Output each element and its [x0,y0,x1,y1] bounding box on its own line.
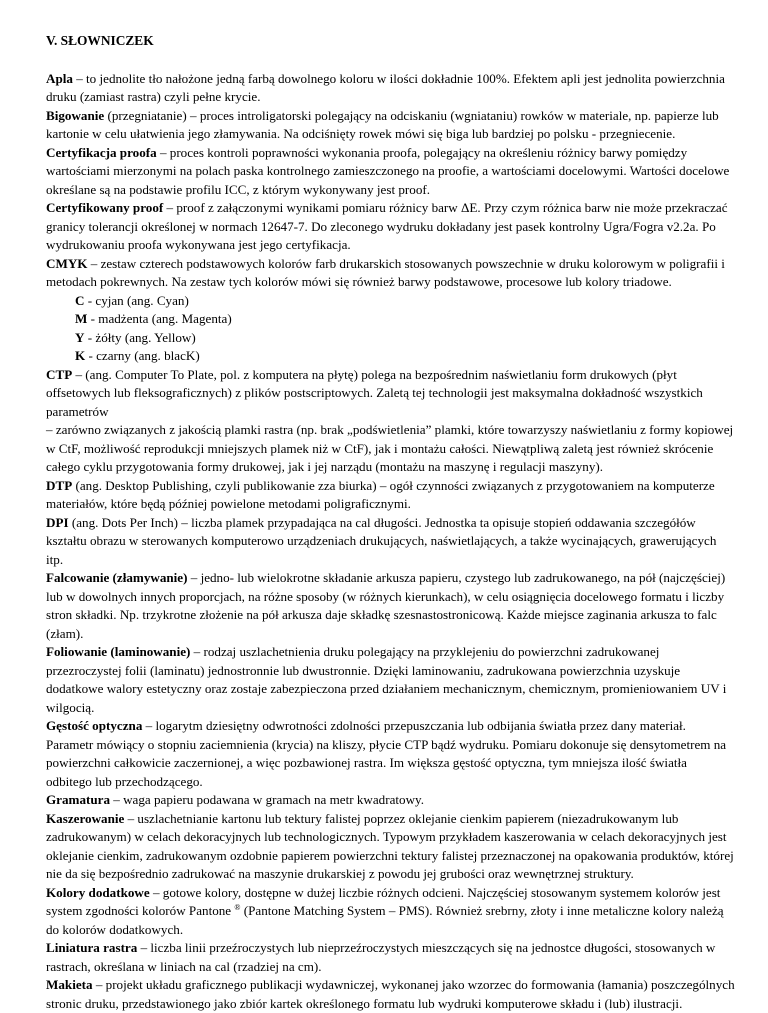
cmyk-item: M - madżenta (ang. Magenta) [75,311,232,326]
section-title: V. SŁOWNICZEK [46,33,154,48]
definition: liczba linii przeźroczystych lub nieprzeźroczystych mieszczących się na jednostce długości, stosowanych w rastrach, określana w liniach na cal (rzadziej na cm). [46,940,716,974]
term: Bigowanie [46,107,105,123]
term: Liniatura rastra [46,940,138,955]
entry-gestosc: Gęstość optyczna – logarytm dziesiętny odwrotności zdolności przepuszczania lub odbijania światła przez dany materiał. Parametr mówiący o stopniu zaciemnienia (krycia) na kliszy, płycie CTP bądź wydruku. Pomiaru dokonuje się densytometrem na powierzchni całkowicie zaczernionej, a więc pozbawionej rastra. Im większa gęstość optyczna, tym mniejsza ilość światła odbitego lub przechodzącego. [46,718,727,789]
definition: proces kontroli poprawności wykonania proofa, polegający na określeniu różnicy barwy pomiędzy wartościami mierzonymi na polach paska kontrolnego zamieszczonego na proofie, a wartościami docelowymi. Wartości docelowe określane są na podstawie profilu ICC, z którym wykonywany jest proof. [46,144,730,197]
entry-makieta: Makieta – projekt układu graficznego publikacji wydawniczej, wykonanej jako wzorzec do formowania (łamania) poszczególnych stronic druku, przedstawionego jako zbiór kartek określonego formatu lub wydruki komputerowe składu i (lub) ilustracji. [46,977,735,1011]
entry-ctp-cont: w CtF, możliwość reprodukcji mniejszych plamek niż w CtF), jak i montażu całości. Niewątpliwą zaletą jest również skrócenie całego cyklu przygotowania formy drukowej, jak i jej narządu (montażu na maszynę i regulacji maszyny). [46,440,714,474]
cmyk-item: Y - żółty (ang. Yellow) [75,329,196,345]
definition: (ang. Desktop Publishing, czyli publikowanie zza biurka) – ogół czynności związanych z przygotowaniem na komputerze materiałów, które będą później powielone metodami poligraficznymi. [46,477,715,511]
entry-ctp-cont: – zarówno związanych z jakością plamki rastra (np. brak „podświetlenia” plamki, które towarzyszy naświetlaniu z formy kopiowej [46,422,734,437]
term: Kaszerowanie [46,810,125,826]
term: Certyfikacja proofa [46,144,157,160]
definition: (ang. Computer To Plate, pol. z komputera na płytę) polega na bezpośrednim naświetlaniu form drukowych (płyt offsetowych lub fleksograficznych) z plików postscriptowych. Zaletą tej technologii jest maksymalna dokładność wszystkich parametrów [46,366,703,419]
entry-ctp: CTP – (ang. Computer To Plate, pol. z komputera na płytę) polega na bezpośrednim naświetlaniu form drukowych (płyt offsetowych lub fleksograficznych) z plików postscriptowych. Zaletą tej technologii jest maksymalna dokładność wszystkich parametrów [46,366,703,419]
entry-liniatura: Liniatura rastra – liczba linii przeźroczystych lub nieprzeźroczystych mieszczących się na jednostce długości, stosowanych w rastrach, określana w liniach na cal (rzadziej na cm). [46,940,716,974]
definition: jedno- lub wielokrotne składanie arkusza papieru, czystego lub zadrukowanego, na pół (najczęściej) lub w dowolnych innych proporcjach, na różne sposoby (w różnych kierunkach), w celu osiągnięcia docelowego formatu i liczby stron składki. Np. trzykrotne złożenie na pół arkusza daje składkę szesnastostronicową. Każde miejsce zaginania arkusza to falc (złam). [46,570,726,641]
registered-mark: ® [234,903,241,912]
term: Gramatura [46,792,110,807]
definition: uszlachetnianie kartonu lub tektury falistej poprzez oklejanie cienkim papierem (niezadrukowanym lub zadrukowanym) w celach dekoracyjnych lub technologicznych. Typowym przykładem kaszerowania w celach dekoracyjnych jest oklejanie cienkim, zadrukowanym ozdobnie papierem powierzchni tektury falistej przeznaczonej na opakowania produktów, której nie da się bezpośrednio zadrukować na maszynie drukarskiej z powodu jej grubości oraz wewnętrznej struktury. [46,810,734,881]
entry-kaszerowanie: Kaszerowanie – uszlachetnianie kartonu lub tektury falistej poprzez oklejanie cienkim papierem (niezadrukowanym lub zadrukowanym) w celach dekoracyjnych lub technologicznych. Typowym przykładem kaszerowania w celach dekoracyjnych jest oklejanie cienkim, zadrukowanym ozdobnie papierem powierzchni tektury falistej przeznaczonej na opakowania produktów, której nie da się bezpośrednio zadrukować na maszynie drukarskiej z powodu jej grubości oraz wewnętrznej struktury. [46,810,734,881]
entry-certyfikacja: Certyfikacja proofa – proces kontroli poprawności wykonania proofa, polegający na określeniu różnicy barwy pomiędzy wartościami mierzonymi na polach paska kontrolnego zamieszczonego na proofie, a wartościami docelowymi. Wartości docelowe określane są na podstawie profilu ICC, z którym wykonywany jest proof. [46,144,730,197]
definition: gotowe kolory, dostępne w dużej liczbie różnych odcieni. Najczęściej stosowanym systemem kolorów jest system zgodności kolorów Pantone [46,884,721,918]
definition: projekt układu graficznego publikacji wydawniczej, wykonanej jako wzorzec do formowania (łamania) poszczególnych stronic druku, przedstawionego jako zbiór kartek określonego formatu lub wydruki komputerowe składu i (lub) ilustracji. [46,977,735,1011]
definition: (ang. Dots Per Inch) – liczba plamek przypadająca na cal długości. Jednostka ta opisuje stopień oddawania szczegółów kształtu obrazu w sterowanych komputerowo urządzeniach drukujących, naświetlających, a także wycinających, grawerujących itp. [46,514,717,567]
definition: logarytm dziesiętny odwrotności zdolności przepuszczania lub odbijania światła przez dany materiał. Parametr mówiący o stopniu zaciemnienia (krycia) na kliszy, płycie CTP bądź wydruku. Pomiaru dokonuje się densytometrem na powierzchni całkowicie zaczernionej, a więc pozbawionej rastra. Im większa gęstość optyczna, tym mniejsza ilość światła odbitego lub przechodzącego. [46,718,727,789]
entry-dpi [46,514,736,570]
entry-dtp [46,477,736,514]
cmyk-item: C - cyjan (ang. Cyan) [75,292,189,308]
definition: rodzaj uszlachetnienia druku polegający na przyklejeniu do powierzchni zadrukowanej przezroczystej folii (laminatu) jednostronnie lub dwustronnie. Dzięki laminowaniu, zadrukowana powierzchnia uzyskuje dodatkowe walory estetyczny oraz zostaje zabezpieczona przed działaniem mechanicznym, chemicznym, promieniowaniem UV i wilgocią. [46,644,727,715]
term: DTP [46,477,73,493]
term: Foliowanie (laminowanie) [46,644,191,659]
definition: to jednolite tło nałożone jedną farbą dowolnego koloru w ilości dokładnie 100%. Efektem apli jest jednolita powierzchnia druku (zamiast rastra) czyli pełne krycie. [46,70,725,104]
entry-cmyk: CMYK – zestaw czterech podstawowych kolorów farb drukarskich stosowanych powszechnie w druku kolorowym w poligrafii i metodach pokrewnych. Na zestaw tych kolorów mówi się również barwy podstawowe, procesowe lub kolory triadowe. [46,255,725,289]
term: Kolory dodatkowe [46,884,150,900]
term: Apla [46,70,73,86]
definition: proof z załączonymi wynikami pomiaru różnicy barw ΔE. Przy czym różnica barw nie może przekraczać granicy tolerancji określonej w normach 12647-7. Do zleconego wydruku dokładany jest pasek kontrolny Ugra/Fogra v2.2a. Po wydrukowaniu proofa wykonywana jest jego certyfikacja. [46,200,728,252]
entry-foliowanie: Foliowanie (laminowanie) – rodzaj uszlachetnienia druku polegający na przyklejeniu do powierzchni zadrukowanej przezroczystej folii (laminatu) jednostronnie lub dwustronnie. Dzięki laminowaniu, zadrukowana powierzchnia uzyskuje dodatkowe walory estetyczny oraz zostaje zabezpieczona przed działaniem mechanicznym, chemicznym, promieniowaniem UV i wilgocią. [46,644,727,715]
entry-kolory-dodatkowe: Kolory dodatkowe – gotowe kolory, dostępne w dużej liczbie różnych odcieni. Najczęściej stosowanym systemem kolorów jest system zgodności kolorów Pantone ® (Pantone Matching System – PMS). Również srebrny, złoty i inne metaliczne kolory należą do kolorów dodatkowych. [46,884,724,937]
document-page [46,32,736,1013]
entry-certyfikowany-proof: Certyfikowany proof – proof z załączonymi wynikami pomiaru różnicy barw ΔE. Przy czym różnica barw nie może przekraczać granicy tolerancji określonej w normach 12647-7. Do zleconego wydruku dokładany jest pasek kontrolny Ugra/Fogra v2.2a. Po wydrukowaniu proofa wykonywana jest jego certyfikacja. [46,200,728,252]
definition: waga papieru podawana w gramach na metr kwadratowy. [123,792,425,807]
definition: zestaw czterech podstawowych kolorów farb drukarskich stosowanych powszechnie w druku kolorowym w poligrafii i metodach pokrewnych. Na zestaw tych kolorów mówi się również barwy podstawowe, procesowe lub kolory triadowe. [46,255,725,289]
cmyk-item: K - czarny (ang. blacK) [75,348,200,363]
term: Gęstość optyczna [46,718,143,733]
term: CTP [46,366,73,382]
definition: (przegniatanie) – proces introligatorski polegający na odciskaniu (wgniataniu) rowków w materiale, np. papierze lub kartonie w celu ułatwienia jego złamywania. Na odciśnięty rowek mówi się biga lub bardziej po polsku - przegniecenie. [46,107,719,141]
term: Makieta [46,977,93,992]
term: DPI [46,514,69,530]
term: Falcowanie (złamywanie) [46,570,188,585]
definition: (Pantone Matching System – PMS). Również srebrny, złoty i inne metaliczne kolory należą do kolorów dodatkowych. [46,903,724,937]
term: Certyfikowany proof [46,200,164,215]
entry-falcowanie: Falcowanie (złamywanie) – jedno- lub wielokrotne składanie arkusza papieru, czystego lub zadrukowanego, na pół (najczęściej) lub w dowolnych innych proporcjach, na różne sposoby (w różnych kierunkach), w celu osiągnięcia docelowego formatu i liczby stron składki. Np. trzykrotne złożenie na pół arkusza daje składkę szesnastostronicową. Każde miejsce zaginania arkusza to falc (złam). [46,570,726,641]
entry-apla: Apla – to jednolite tło nałożone jedną farbą dowolnego koloru w ilości dokładnie 100%. Efektem apli jest jednolita powierzchnia druku (zamiast rastra) czyli pełne krycie. [46,70,725,104]
entry-gramatura: Gramatura – waga papieru podawana w gramach na metr kwadratowy. [46,792,425,807]
entry-bigowanie [46,107,736,144]
term: CMYK [46,255,88,271]
